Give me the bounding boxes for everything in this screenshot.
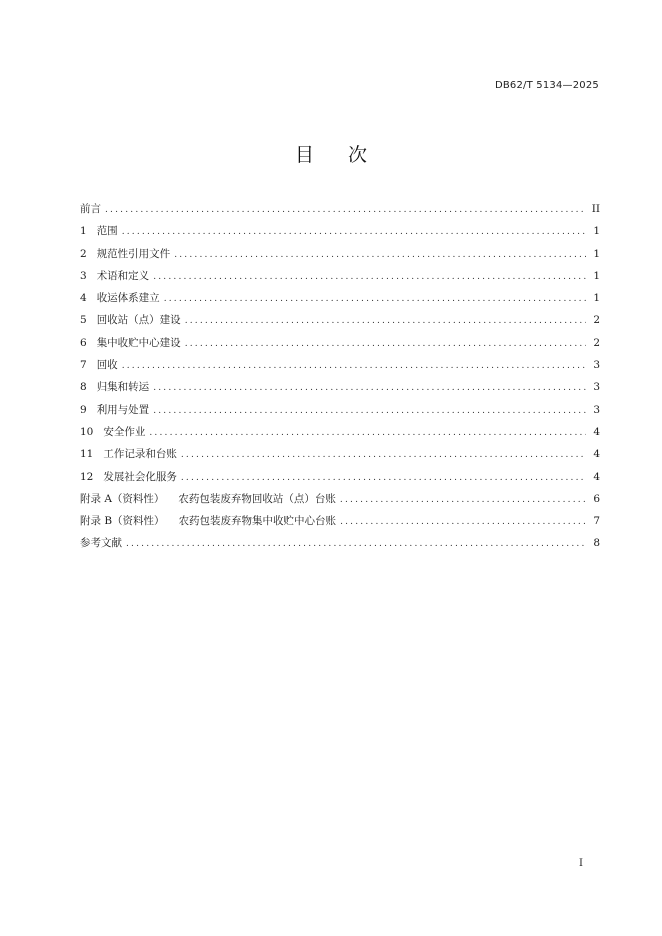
toc-entry-page: 1 [593,247,600,260]
toc-entry-label: 安全作业 [103,425,146,438]
toc-entry-number: 2 [80,247,87,260]
dot-leader [153,266,586,287]
toc-entry-3[interactable] [80,265,600,287]
dot-leader [149,422,586,443]
toc-entry-page: 3 [593,359,600,372]
dot-leader [340,511,586,532]
toc-entry-11[interactable] [80,443,600,465]
toc-entry-label: 农药包装废弃物回收站（点）台账 [178,492,336,505]
toc-entry-2[interactable] [80,243,600,265]
toc-entry-page: 7 [593,515,600,528]
toc-entry-number: 6 [80,336,87,349]
toc-entry-number: 11 [80,448,94,461]
toc-entry-appendix-a[interactable] [80,488,600,510]
toc-entry-6[interactable] [80,332,600,354]
toc-entry-number: 9 [80,403,87,416]
toc-entry-label: 回收站（点）建设 [96,314,181,327]
toc-entry-label: 参考文献 [80,537,122,550]
toc-entry-page: 2 [593,336,600,349]
toc-entry-page: 3 [593,381,600,394]
toc-entry-number: 10 [80,425,94,438]
toc-entry-page: 2 [593,314,600,327]
toc-entry-number: 12 [80,470,94,483]
dot-leader [164,288,586,309]
toc-entry-page: 4 [593,425,600,438]
toc-entry-number: 附录 A（资料性） [80,492,165,505]
toc-entry-label: 集中收贮中心建设 [96,336,181,349]
toc-entry-8[interactable] [80,376,600,398]
toc-entry-appendix-b[interactable] [80,510,600,532]
dot-leader [185,310,586,331]
toc-entry-page: 1 [593,292,600,305]
toc-entry-references[interactable] [80,532,600,554]
toc-entry-page: 4 [593,448,600,461]
toc-entry-label: 利用与处置 [96,403,150,416]
dot-leader [174,244,586,265]
dot-leader [153,400,586,421]
dot-leader [340,489,586,510]
toc-entry-page: 6 [593,492,600,505]
toc-entry-label: 归集和转运 [96,381,150,394]
toc-entry-9[interactable] [80,399,600,421]
title-char-2: 次 [348,144,368,166]
toc-entry-number: 1 [80,225,87,238]
dot-leader [105,199,586,220]
toc-entry-label: 收运体系建立 [96,292,160,305]
dot-leader [122,221,586,242]
page-title [0,140,662,167]
toc-entry-page: 8 [593,537,600,550]
toc-entry-label: 回收 [96,359,118,372]
toc-entry-label: 范围 [96,225,118,238]
toc-entry-page: II [591,203,600,215]
dot-leader [153,377,586,398]
toc-entry-5[interactable] [80,309,600,331]
toc-entry-page: 1 [593,269,600,282]
page-number: I [579,858,583,869]
title-char-1: 目 [294,144,314,166]
toc-entry-number: 4 [80,292,87,305]
toc-entry-page: 4 [593,470,600,483]
toc-entry-foreword[interactable] [80,198,600,220]
toc-entry-number: 附录 B（资料性） [80,515,165,528]
toc-entry-label: 发展社会化服务 [103,470,177,483]
toc-entry-label: 前言 [80,203,101,215]
toc-entry-page: 3 [593,403,600,416]
toc-entry-7[interactable] [80,354,600,376]
dot-leader [181,467,586,488]
toc-entry-page: 1 [593,225,600,238]
toc-entry-12[interactable] [80,466,600,488]
standard-code: DB62/T 5134—2025 [494,80,599,91]
toc-entry-10[interactable] [80,421,600,443]
dot-leader [122,355,586,376]
toc-entry-number: 3 [80,269,87,282]
toc-entry-label: 术语和定义 [96,269,150,282]
toc-entry-number: 5 [80,314,87,327]
dot-leader [181,444,586,465]
toc-entry-label: 规范性引用文件 [96,247,171,260]
toc-entry-label: 工作记录和台账 [103,448,177,461]
table-of-contents [80,198,600,555]
toc-entry-number: 8 [80,381,87,394]
dot-leader [185,333,586,354]
toc-entry-label: 农药包装废弃物集中收贮中心台账 [178,515,337,528]
toc-entry-number: 7 [80,359,87,372]
toc-entry-4[interactable] [80,287,600,309]
toc-entry-1[interactable] [80,220,600,242]
dot-leader [126,533,586,554]
